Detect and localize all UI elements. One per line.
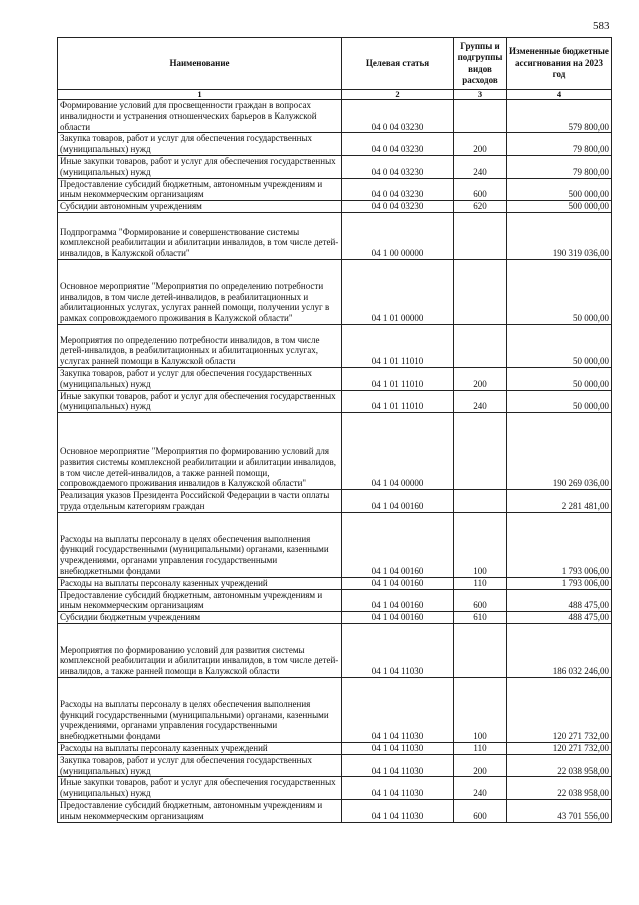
row-target-code: 04 1 04 11030 (342, 742, 454, 754)
row-name: Предоставление субсидий бюджетным, автономным учреждениям и иным некоммерческим организациям (58, 589, 342, 612)
row-amount: 120 271 732,00 (507, 742, 612, 754)
table-row (58, 212, 612, 259)
row-target-code: 04 1 04 00160 (342, 589, 454, 612)
row-expense-group: 200 (454, 754, 507, 777)
table-row (58, 754, 612, 777)
column-number: 1 (58, 90, 342, 100)
row-target-code: 04 1 04 00160 (342, 577, 454, 589)
row-name: Субсидии бюджетным учреждениям (58, 612, 342, 624)
row-amount: 579 800,00 (507, 100, 612, 133)
row-name: Закупка товаров, работ и услуг для обеспечения государственных (муниципальных) нужд (58, 367, 342, 390)
row-name: Субсидии автономным учреждениям (58, 201, 342, 213)
table-row (58, 100, 612, 133)
row-target-code: 04 1 04 11030 (342, 777, 454, 800)
row-target-code: 04 1 01 11010 (342, 390, 454, 413)
header-row (58, 38, 612, 90)
row-amount: 1 793 006,00 (507, 512, 612, 577)
row-amount: 488 475,00 (507, 589, 612, 612)
table-row (58, 259, 612, 324)
row-expense-group: 620 (454, 201, 507, 213)
header-group: Группы и подгруппы видов расходов (454, 38, 507, 90)
row-name: Основное мероприятие "Мероприятия по определению потребности инвалидов, в том числе детей-инвалидов, в реабилитационных и абилитационных услугах, услугах ранней помощи, получении услуг в рамках сопровождаемого проживания в Калужской области" (58, 259, 342, 324)
row-amount: 186 032 246,00 (507, 623, 612, 677)
row-name: Расходы на выплаты персоналу в целях обеспечения выполнения функций государственными (муниципальными) органами, казенными учреждениями, органами управления государственными внебюджетными фондами (58, 512, 342, 577)
row-name: Иные закупки товаров, работ и услуг для обеспечения государственных (муниципальных) нужд (58, 155, 342, 178)
row-name: Закупка товаров, работ и услуг для обеспечения государственных (муниципальных) нужд (58, 754, 342, 777)
table-row (58, 623, 612, 677)
table-row (58, 577, 612, 589)
column-number: 3 (454, 90, 507, 100)
page-number: 583 (593, 20, 610, 32)
row-target-code: 04 1 04 00000 (342, 413, 454, 490)
row-target-code: 04 1 04 00160 (342, 490, 454, 513)
row-amount: 1 793 006,00 (507, 577, 612, 589)
row-target-code: 04 1 01 11010 (342, 324, 454, 367)
header-code: Целевая статья (342, 38, 454, 90)
table-row (58, 133, 612, 156)
row-target-code: 04 1 04 11030 (342, 677, 454, 742)
row-name: Расходы на выплаты персоналу казенных учреждений (58, 577, 342, 589)
row-expense-group: 610 (454, 612, 507, 624)
row-expense-group (454, 490, 507, 513)
table-row (58, 677, 612, 742)
table-row (58, 390, 612, 413)
table-row (58, 155, 612, 178)
row-expense-group (454, 413, 507, 490)
table-row (58, 178, 612, 201)
row-amount: 190 319 036,00 (507, 212, 612, 259)
row-target-code: 04 1 01 11010 (342, 367, 454, 390)
row-expense-group: 100 (454, 512, 507, 577)
row-target-code: 04 0 04 03230 (342, 133, 454, 156)
row-name: Закупка товаров, работ и услуг для обеспечения государственных (муниципальных) нужд (58, 133, 342, 156)
row-name: Основное мероприятие "Мероприятия по формированию условий для развития системы комплексной реабилитации и абилитации инвалидов, в том числе детей-инвалидов, а также ранней помощи, сопровождаемого проживания инвалидов в Калужской области" (58, 413, 342, 490)
row-name: Мероприятия по формированию условий для развития системы комплексной реабилитации и абилитации инвалидов, в том числе детей-инвалидов, а также ранней помощи в Калужской области (58, 623, 342, 677)
row-amount: 43 701 556,00 (507, 799, 612, 822)
table-row (58, 367, 612, 390)
row-expense-group (454, 100, 507, 133)
row-target-code: 04 0 04 03230 (342, 201, 454, 213)
table-row (58, 612, 612, 624)
header-name: Наименование (58, 38, 342, 90)
table-row (58, 490, 612, 513)
row-expense-group: 240 (454, 777, 507, 800)
row-amount: 2 281 481,00 (507, 490, 612, 513)
row-target-code: 04 1 04 11030 (342, 754, 454, 777)
row-amount: 50 000,00 (507, 367, 612, 390)
row-name: Предоставление субсидий бюджетным, автономным учреждениям и иным некоммерческим организациям (58, 799, 342, 822)
row-target-code: 04 1 00 00000 (342, 212, 454, 259)
row-name: Мероприятия по определению потребности инвалидов, в том числе детей-инвалидов, в реабилитационных и абилитационных услугах, услугах ранней помощи в Калужской области (58, 324, 342, 367)
row-expense-group: 100 (454, 677, 507, 742)
row-target-code: 04 1 04 00160 (342, 512, 454, 577)
row-name: Формирование условий для просвещенности граждан в вопросах инвалидности и устранения отношенческих барьеров в Калужской области (58, 100, 342, 133)
row-name: Иные закупки товаров, работ и услуг для обеспечения государственных (муниципальных) нужд (58, 390, 342, 413)
row-amount: 500 000,00 (507, 201, 612, 213)
row-name: Подпрограмма "Формирование и совершенствование системы комплексной реабилитации и абилитации инвалидов, в том числе детей-инвалидов, в Калужской области" (58, 212, 342, 259)
table-row (58, 512, 612, 577)
row-amount: 79 800,00 (507, 133, 612, 156)
row-amount: 50 000,00 (507, 259, 612, 324)
column-number: 2 (342, 90, 454, 100)
row-expense-group: 200 (454, 367, 507, 390)
row-amount: 190 269 036,00 (507, 413, 612, 490)
row-expense-group: 200 (454, 133, 507, 156)
row-amount: 500 000,00 (507, 178, 612, 201)
column-number-row (58, 90, 612, 100)
row-expense-group (454, 259, 507, 324)
row-amount: 50 000,00 (507, 324, 612, 367)
row-target-code: 04 1 04 11030 (342, 799, 454, 822)
row-expense-group (454, 212, 507, 259)
row-amount: 22 038 958,00 (507, 777, 612, 800)
header-amount: Измененные бюджетные ассигнования на 2023 год (507, 38, 612, 90)
row-target-code: 04 0 04 03230 (342, 178, 454, 201)
row-amount: 79 800,00 (507, 155, 612, 178)
row-expense-group (454, 623, 507, 677)
table-row (58, 589, 612, 612)
row-name: Реализация указов Президента Российской Федерации в части оплаты труда отдельным категориям граждан (58, 490, 342, 513)
column-number: 4 (507, 90, 612, 100)
row-target-code: 04 1 04 11030 (342, 623, 454, 677)
row-amount: 120 271 732,00 (507, 677, 612, 742)
row-target-code: 04 0 04 03230 (342, 100, 454, 133)
row-expense-group (454, 324, 507, 367)
row-name: Предоставление субсидий бюджетным, автономным учреждениям и иным некоммерческим организациям (58, 178, 342, 201)
row-expense-group: 110 (454, 742, 507, 754)
row-target-code: 04 0 04 03230 (342, 155, 454, 178)
row-expense-group: 600 (454, 589, 507, 612)
row-name: Расходы на выплаты персоналу в целях обеспечения выполнения функций государственными (муниципальными) органами, казенными учреждениями, органами управления государственными внебюджетными фондами (58, 677, 342, 742)
table-row (58, 413, 612, 490)
row-expense-group: 110 (454, 577, 507, 589)
row-target-code: 04 1 01 00000 (342, 259, 454, 324)
table-row (58, 777, 612, 800)
row-target-code: 04 1 04 00160 (342, 612, 454, 624)
row-name: Расходы на выплаты персоналу казенных учреждений (58, 742, 342, 754)
row-expense-group: 240 (454, 390, 507, 413)
table-row (58, 201, 612, 213)
row-name: Иные закупки товаров, работ и услуг для обеспечения государственных (муниципальных) нужд (58, 777, 342, 800)
budget-table (57, 37, 612, 823)
row-amount: 22 038 958,00 (507, 754, 612, 777)
row-expense-group: 600 (454, 178, 507, 201)
table-row (58, 799, 612, 822)
row-expense-group: 240 (454, 155, 507, 178)
row-amount: 50 000,00 (507, 390, 612, 413)
row-amount: 488 475,00 (507, 612, 612, 624)
row-expense-group: 600 (454, 799, 507, 822)
table-row (58, 324, 612, 367)
table-row (58, 742, 612, 754)
